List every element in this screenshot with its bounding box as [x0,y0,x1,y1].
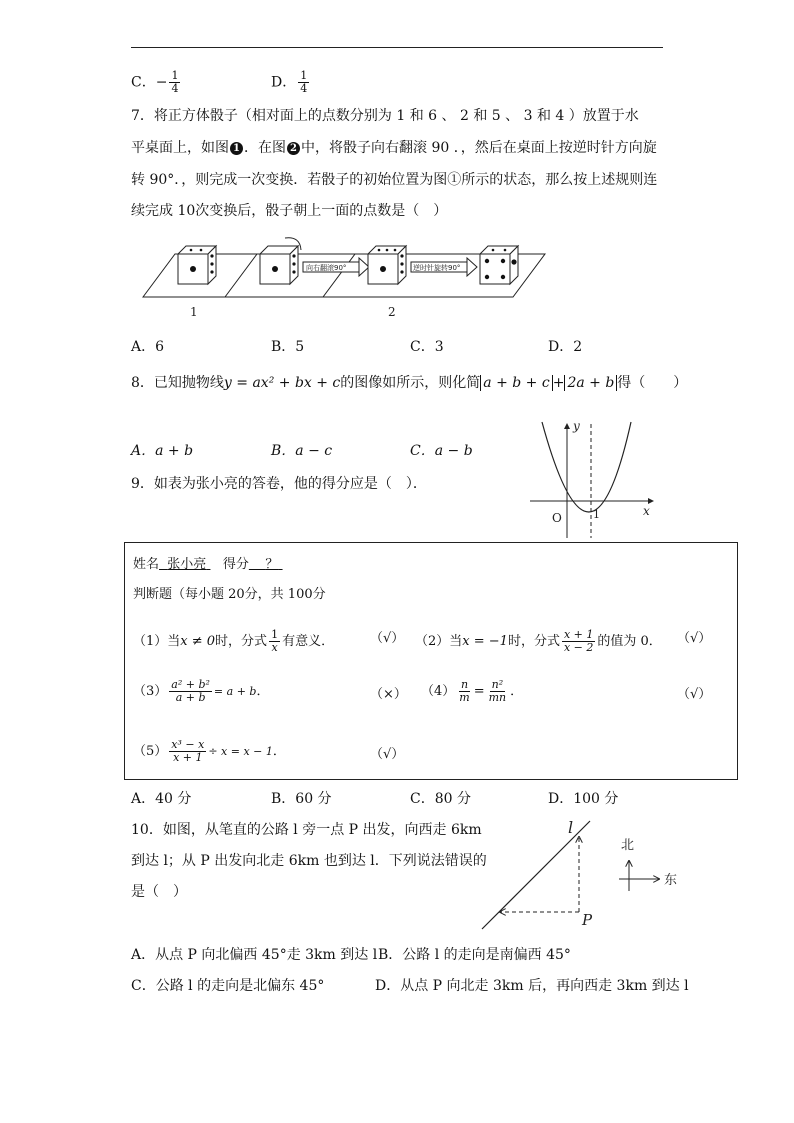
item-3-mark: （×） [370,687,407,702]
header-rule [131,47,663,48]
q10-option-a: A．从点 P 向北偏西 45°走 3km 到达 l [131,947,378,963]
die-3 [368,246,406,284]
compass-east-label: 东 [664,873,678,888]
q7-line-2: 平桌面上，如图 1 ．在图 2 中，将骰子向右翻滚 90 ．，然后在桌面上按逆时针方向旋 [131,140,657,156]
item-1: （1）当x ≠ 0时，分式 $\frac{1}{x}$ 有意义． [133,628,335,654]
item-3: （3） $\frac{\text{a² + b²}}{a + b}$ = a + b． [133,678,270,704]
item-2: （2）当x = −1时，分式 $\frac{x + 1}{x - 2}$ 的值为 0． [415,628,662,654]
q10-option-d: D．从点 P 向北走 3km 后，再向西走 3km 到达 l [375,978,689,994]
q8-stem: 8．已知抛物线y = ax² + bx + c的图像如所示，则化简 a + b + c + 2a + b 得（ ） [131,375,688,391]
road-label-l: l [568,818,574,837]
road-figure [475,815,690,935]
q6-option-d: D． $\frac{1}{4}$ [271,69,308,95]
q7-line-4: 续完成 10次变换后，骰子朝上一面的点数是（ ） [131,203,448,219]
arrow-rotate [411,258,477,276]
point-label-p: P [582,911,593,929]
origin-label: O [552,511,562,525]
q10-line-1: 10．如图，从笔直的公路 l 旁一点 P 出发，向西走 6km [131,822,482,838]
compass-north-label: 北 [621,838,635,853]
die-1 [178,246,216,284]
q8-option-b: B．a − c [271,443,333,459]
q7-line-1: 7．将正方体骰子（相对面上的点数分别为 1 和 6 、 2 和 5 、 3 和 4 ）放置于水 [131,108,639,124]
q10-option-b: B．公路 l 的走向是南偏西 45° [378,947,571,963]
svg-text:向右翻滚90°: 向右翻滚90° [306,264,347,272]
figure-label-2: 2 [388,305,396,319]
item-5-mark: （√） [370,747,405,762]
q7-option-c: C．3 [410,339,444,355]
q6-option-c: C．− $\frac{1}{4}$ [131,69,179,95]
q8-option-c: C．a − b [410,443,473,459]
road-line-l [482,821,590,929]
parabola-graph [525,412,660,540]
item-1-mark: （√） [370,631,405,646]
q7-option-b: B．5 [271,339,305,355]
tick-one-label: 1 [593,508,600,521]
q7-option-d: D．2 [548,339,583,355]
y-axis-label: y [573,419,580,433]
answer-sheet-header: 姓名 张小亮 得分 ？ [133,557,279,572]
item-2-mark: （√） [677,631,712,646]
table-plane-1 [143,254,355,297]
answer-sheet-box [124,542,738,780]
q10-option-c: C．公路 l 的走向是北偏东 45° [131,978,325,994]
dice-figure [135,232,550,322]
q7-line-3: 转 90°．，则完成一次变换．若骰子的初始位置为图①所示的状态，那么按上述规则连 [131,172,658,188]
q7-option-a: A．6 [131,339,165,355]
item-4-mark: （√） [677,687,712,702]
parabola-curve [542,422,631,512]
answer-sheet-section: 判断题（每小题 20分，共 100分 [133,587,326,602]
svg-text:逆时针旋转90°: 逆时针旋转90° [413,264,461,272]
x-axis-label: x [643,504,650,518]
q9-option-b: B．60 分 [271,791,332,807]
q9-option-a: A．40 分 [131,791,192,807]
figure-label-1: 1 [190,305,198,319]
q10-line-2: 到达 l；从 P 出发向北走 6km 也到达 l．下列说法错误的 [131,853,487,869]
die-4 [480,246,518,284]
q9-option-d: D．100 分 [548,791,619,807]
q8-option-a: A．a + b [131,443,194,459]
q9-stem: 9．如表为张小亮的答卷，他的得分应是（ ）． [131,476,427,492]
die-2 [260,238,301,284]
q10-line-3: 是（ ） [131,884,187,900]
q9-option-c: C．80 分 [410,791,471,807]
arrow-roll [303,258,369,276]
item-5: （5） $\frac{\text{x³ − x}}{x + 1}$ ÷ x = x − 1． [133,738,286,764]
item-4: （4） $\frac{n}{m}$ = $\frac{\text{n²}}{mn}$ ． [421,678,524,704]
